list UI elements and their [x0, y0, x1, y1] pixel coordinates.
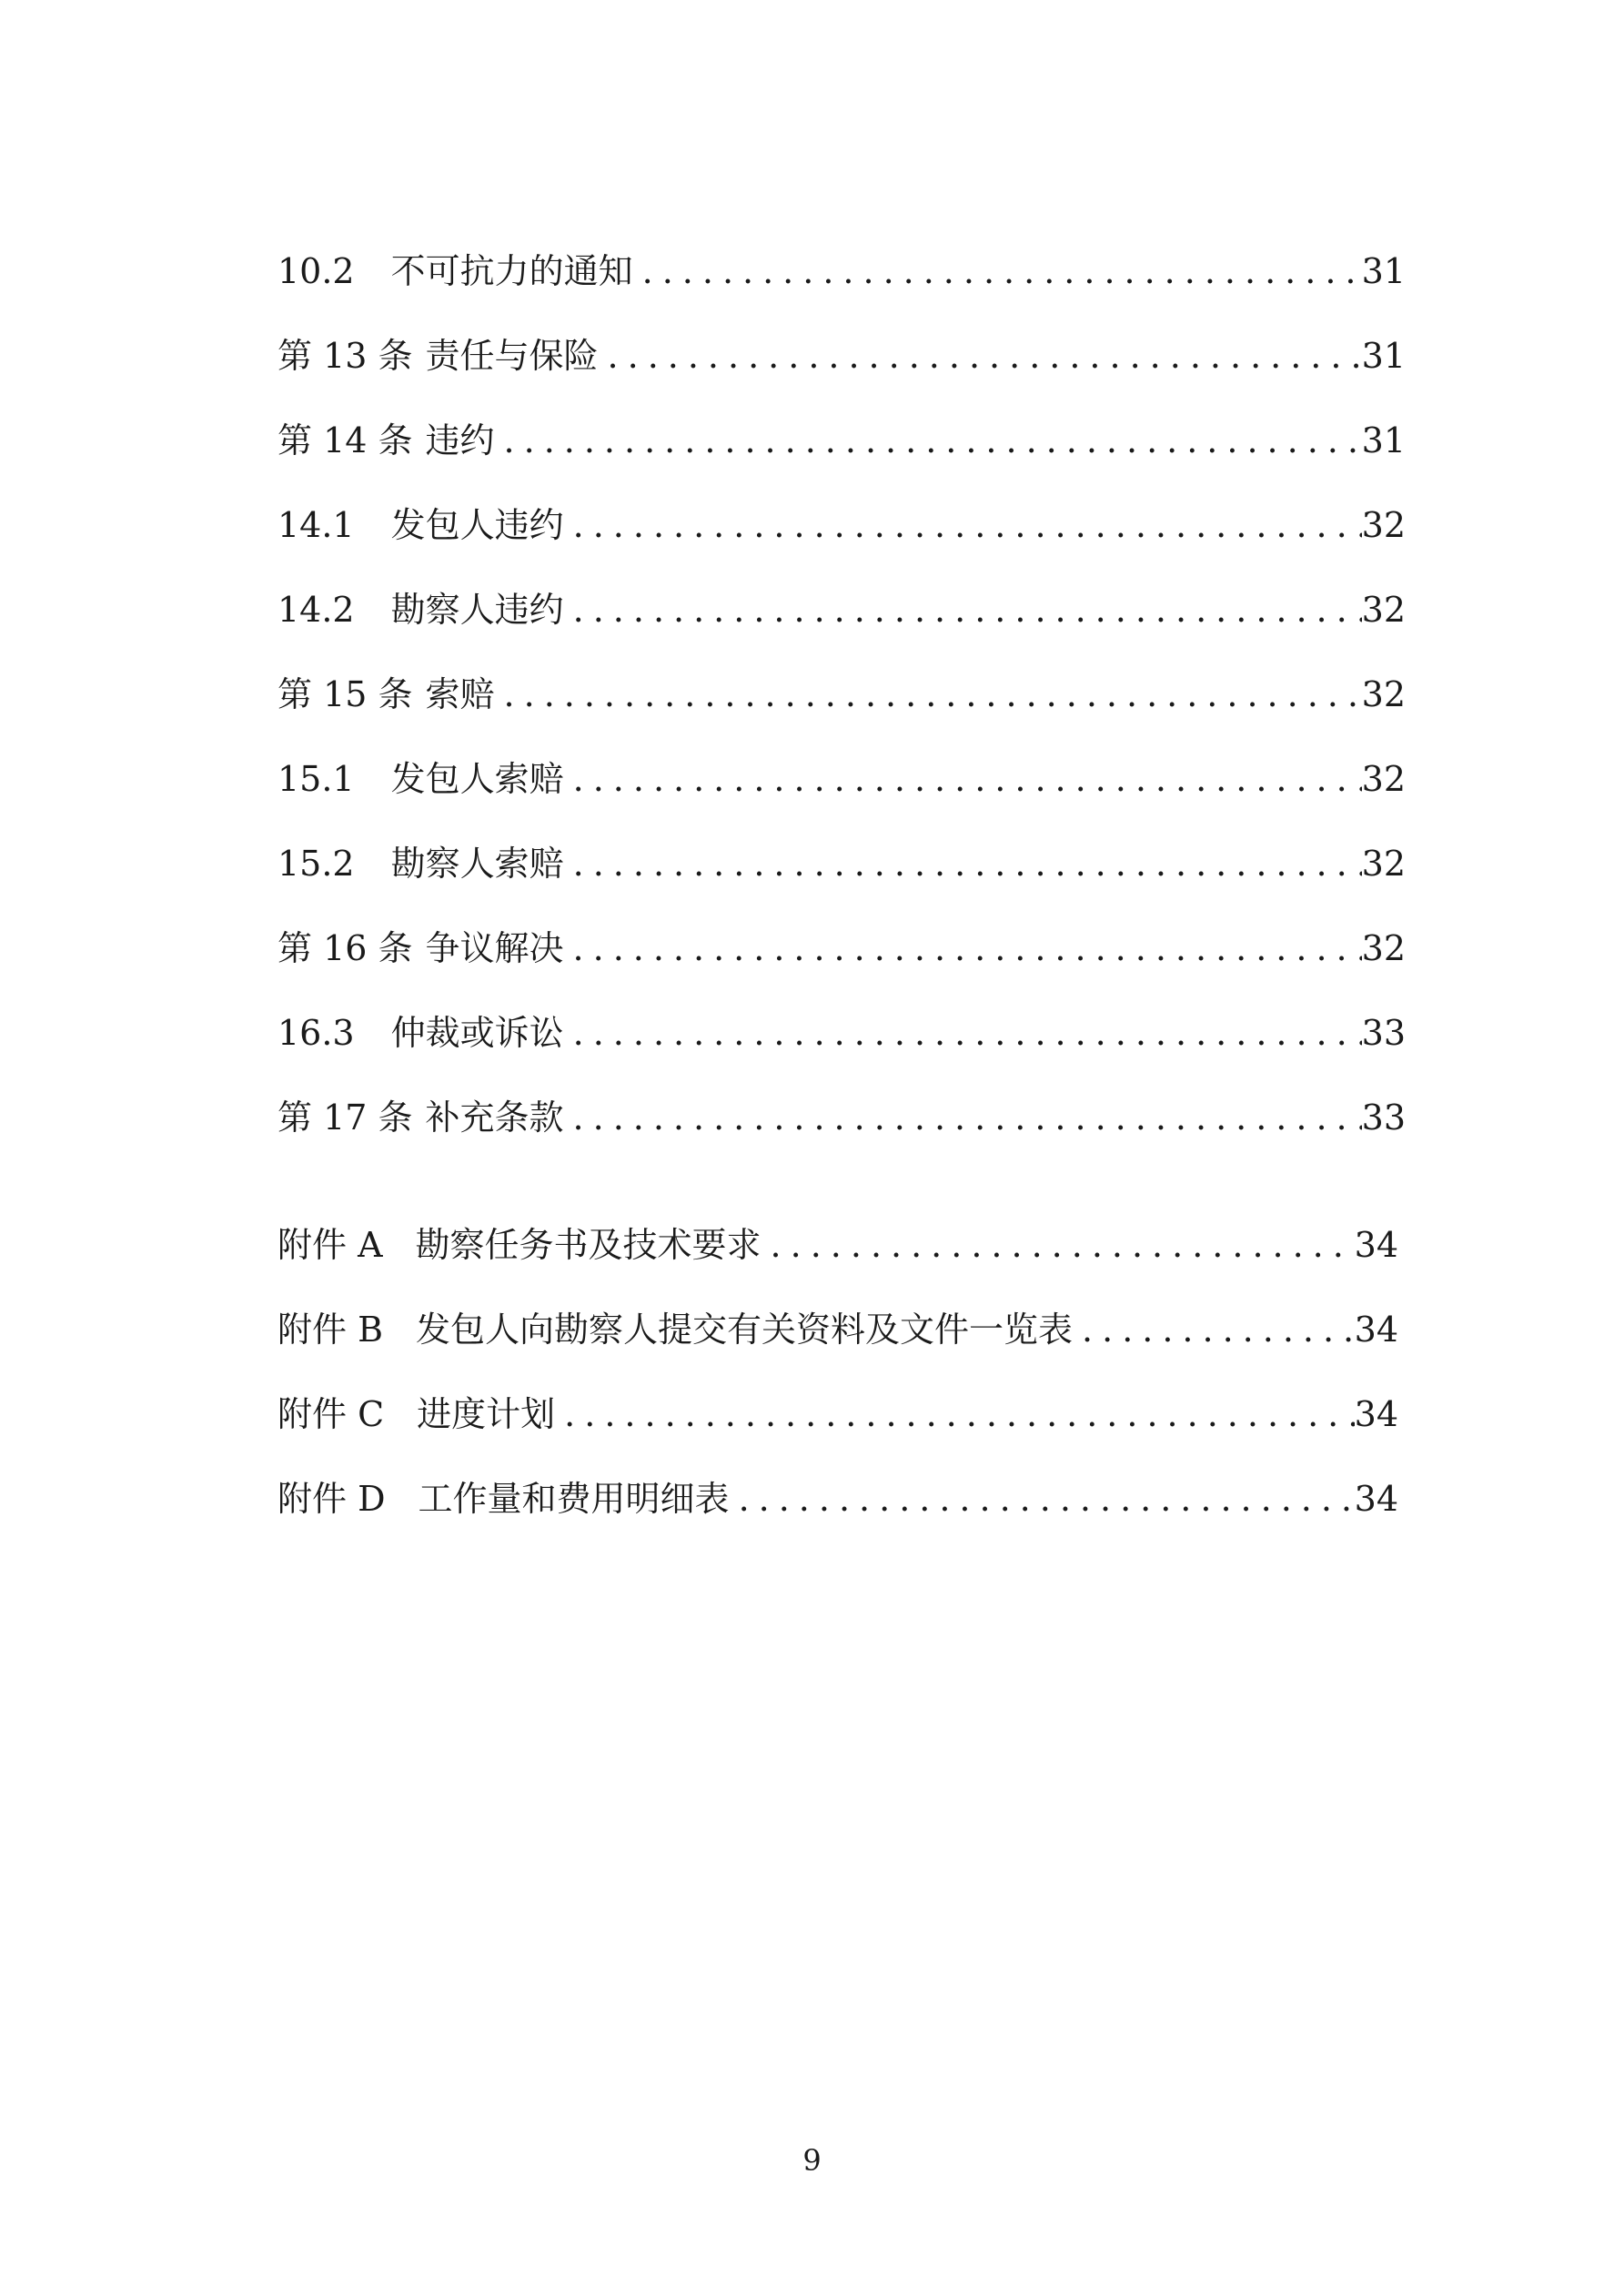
toc-entry-page: 32	[1361, 674, 1406, 714]
toc-entry-title: 索赔	[425, 674, 495, 714]
toc-leader-dots	[564, 500, 1362, 551]
toc-leader-dots	[730, 1473, 1355, 1524]
toc-leader-dots	[564, 584, 1362, 635]
toc-entry-number: 第 14 条	[277, 420, 413, 460]
toc-entry[interactable]	[277, 669, 1406, 720]
toc-entry-number: 第 16 条	[277, 928, 413, 968]
toc-entry-page: 32	[1361, 844, 1406, 884]
toc-entry-page: 34	[1354, 1225, 1398, 1265]
toc-entry-title: 进度计划	[417, 1394, 556, 1434]
toc-entry-page: 31	[1361, 336, 1406, 376]
toc-entry[interactable]	[277, 838, 1406, 889]
toc-leader-dots	[564, 754, 1362, 804]
page-number: 9	[802, 2143, 822, 2178]
toc-entry-page: 32	[1361, 590, 1406, 630]
toc-entry-title: 发包人违约	[390, 505, 564, 545]
toc-entry-page: 32	[1361, 505, 1406, 545]
toc-entry-page: 34	[1354, 1310, 1398, 1350]
toc-entry[interactable]	[277, 330, 1406, 381]
toc-attachment-entry[interactable]	[277, 1389, 1398, 1440]
toc-leader-dots	[564, 923, 1362, 974]
toc-entry-number: 第 17 条	[277, 1097, 413, 1138]
toc-entry-page: 31	[1361, 251, 1406, 291]
toc-entry[interactable]	[277, 500, 1406, 551]
toc-entry-title: 仲裁或诉讼	[390, 1013, 564, 1053]
toc-entry-number: 14.2	[277, 590, 355, 630]
toc-leader-dots	[564, 838, 1362, 889]
toc-leader-dots	[495, 415, 1362, 466]
toc-entry-page: 33	[1361, 1013, 1406, 1053]
toc-entry-page: 32	[1361, 759, 1406, 799]
toc-entry[interactable]	[277, 246, 1406, 297]
toc-leader-dots	[495, 669, 1362, 720]
toc-entry-page: 33	[1361, 1097, 1406, 1138]
toc-entry-title: 发包人索赔	[390, 759, 564, 799]
toc-entry-number: 16.3	[277, 1013, 355, 1053]
toc-entry-number: 14.1	[277, 505, 355, 545]
toc-entry[interactable]	[277, 415, 1406, 466]
toc-entry-page: 32	[1361, 928, 1406, 968]
toc-attachment-entry[interactable]	[277, 1304, 1398, 1355]
toc-entry-title: 工作量和费用明细表	[418, 1479, 730, 1519]
toc-entry-number: 附件 B	[277, 1310, 384, 1350]
toc-entry-page: 34	[1354, 1394, 1398, 1434]
toc-entry-page: 31	[1361, 420, 1406, 460]
toc-entry-number: 第 13 条	[277, 336, 413, 376]
toc-entry-number: 15.2	[277, 844, 355, 884]
toc-attachment-entry[interactable]	[277, 1219, 1398, 1270]
toc-entry-number: 10.2	[277, 251, 355, 291]
toc-attachment-entry[interactable]	[277, 1473, 1398, 1524]
toc-entry[interactable]	[277, 1092, 1406, 1143]
toc-entry-title: 勘察人违约	[390, 590, 564, 630]
toc-entry-number: 附件 A	[277, 1225, 383, 1265]
toc-leader-dots	[564, 1092, 1362, 1143]
toc-entry[interactable]	[277, 1007, 1406, 1058]
toc-entry[interactable]	[277, 754, 1406, 804]
toc-entry-title: 责任与保险	[425, 336, 599, 376]
toc-entry[interactable]	[277, 584, 1406, 635]
toc-leader-dots	[555, 1389, 1354, 1440]
toc-leader-dots	[762, 1219, 1355, 1270]
toc-leader-dots	[633, 246, 1362, 297]
toc-entry-title: 补充条款	[425, 1097, 564, 1138]
toc-entry-page: 34	[1354, 1479, 1398, 1519]
toc-entry-number: 第 15 条	[277, 674, 413, 714]
toc-leader-dots	[1073, 1304, 1355, 1355]
toc-entry-title: 发包人向勘察人提交有关资料及文件一览表	[416, 1310, 1074, 1350]
toc-leader-dots	[564, 1007, 1362, 1058]
toc-leader-dots	[599, 330, 1362, 381]
toc-entry-number: 15.1	[277, 759, 355, 799]
toc-entry-title: 不可抗力的通知	[390, 251, 633, 291]
toc-entry-title: 勘察人索赔	[390, 844, 564, 884]
toc-entry-title: 违约	[425, 420, 495, 460]
toc-entry-title: 争议解决	[425, 928, 564, 968]
toc-entry[interactable]	[277, 923, 1406, 974]
toc-entry-number: 附件 D	[277, 1479, 386, 1519]
toc-entry-title: 勘察任务书及技术要求	[415, 1225, 762, 1265]
toc-entry-number: 附件 C	[277, 1394, 385, 1434]
